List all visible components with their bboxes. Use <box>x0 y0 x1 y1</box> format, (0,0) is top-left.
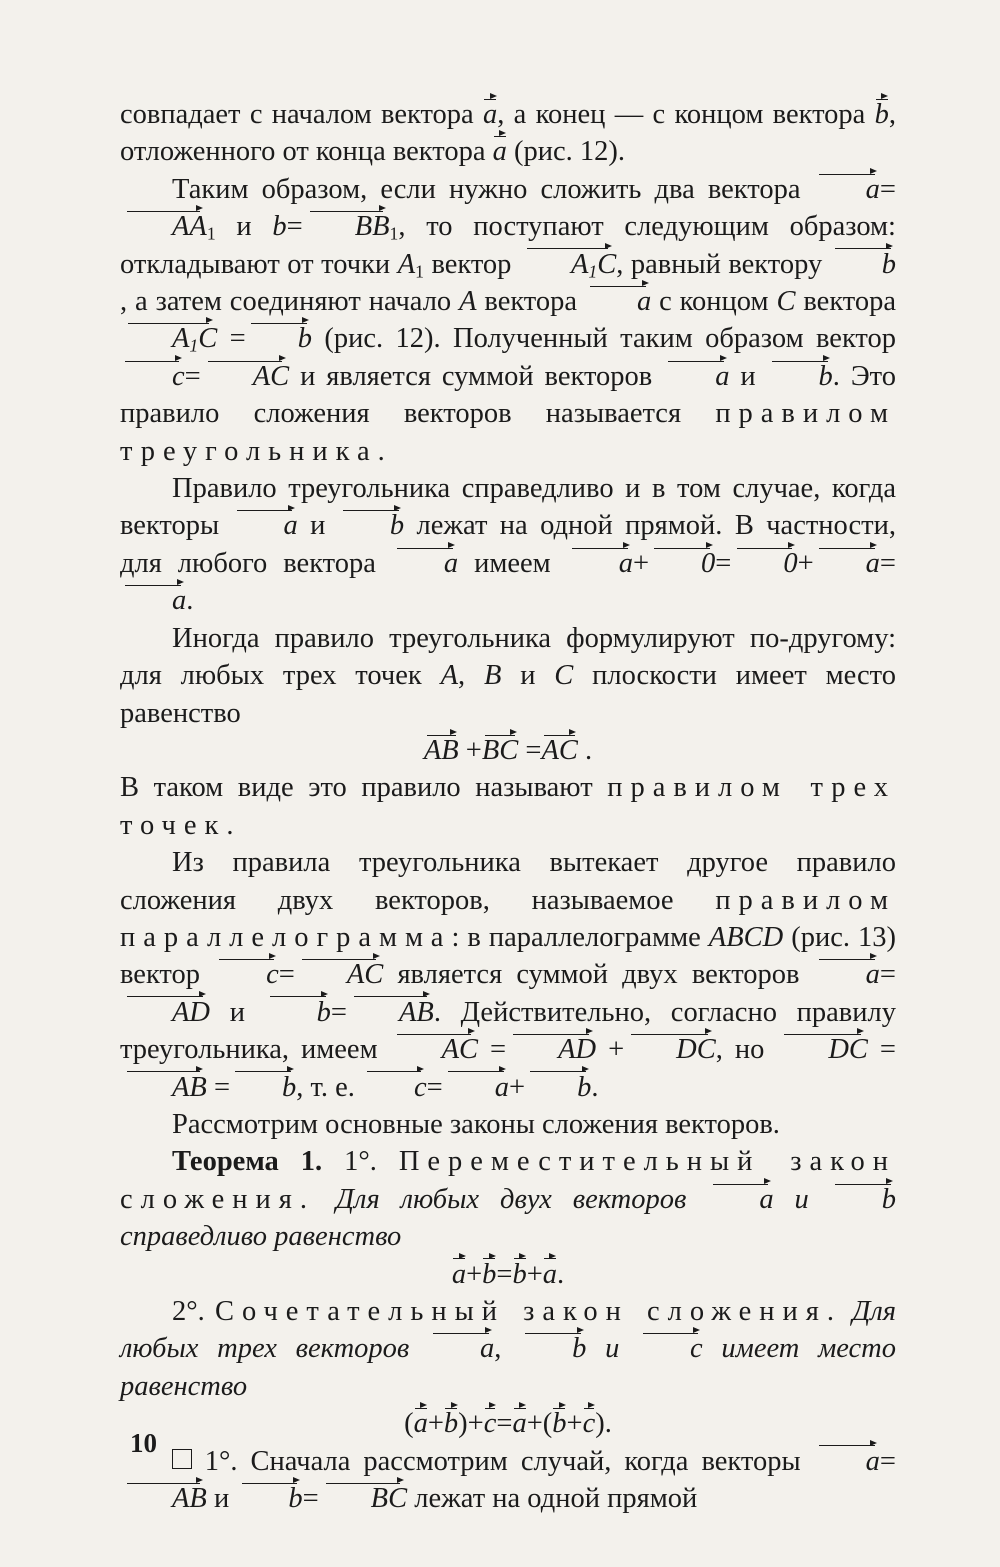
vector-b: b <box>767 363 833 392</box>
text: Иногда правило треугольника формулируют по-другому: для любых трех точек <box>120 622 896 692</box>
vector-a: a <box>814 176 880 205</box>
vector-AC: AC <box>201 363 289 392</box>
text: , а затем соединяют начало <box>120 286 460 318</box>
paragraph-2: Таким образом, если нужно сложить два вектора $a=AA_1$ и $b= BB_1$, то поступают следующим образом: откладывают от точки $A_1$ вектор $A_1C$, равный вектору b, а затем соединяют начало A вектора a с концом C вектора $A_1C = b$ (рис. 12). Полученный таким образом вектор c= AC и является суммой векторов a и b. Это правило сложения векторов называется правилом треугольника. <box>120 173 897 467</box>
text: вектор <box>423 248 519 280</box>
text: , а конец — с концом вектора <box>497 99 875 130</box>
spaced-term: правилом параллелограмма <box>120 884 896 953</box>
formula-three-points: AB +BC =AC . <box>423 734 593 766</box>
vector-A1C: $A_1C$ <box>120 325 217 354</box>
paragraph-5: В таком виде это правило называют правилом трех точек. <box>120 772 896 841</box>
formula-commutative: a+b=b+a. <box>451 1258 565 1290</box>
text: Правило треугольника справедливо и в том случае, когда векторы <box>120 473 896 542</box>
text: совпадает с началом вектора <box>120 99 483 130</box>
vector-b: b <box>246 325 312 354</box>
text: , но <box>715 1034 777 1066</box>
text: плоскости имеет место равенство <box>120 660 896 729</box>
vector-b: b <box>874 99 889 130</box>
proof-start: 1°. Сначала рассмотрим случай, когда векторы a=AB и b= BC лежат на одной прямой <box>120 1443 896 1518</box>
vector-a: a <box>567 550 633 579</box>
text: и <box>297 510 338 542</box>
text: 2°. <box>172 1296 215 1327</box>
text: является суммой двух векторов <box>383 959 814 991</box>
text: Для любых трех векторов <box>120 1296 897 1365</box>
text: , отложенного от конца вектора <box>120 99 896 168</box>
text: (рис. 13) вектор <box>120 921 896 991</box>
page-number: 10 <box>130 1428 157 1458</box>
vector-A1C: $A_1C$ <box>519 251 616 280</box>
vector-zero: 0 <box>731 550 797 579</box>
text: справедливо равенство <box>120 1221 402 1253</box>
paragraph-7: Рассмотрим основные законы сложения векторов. <box>172 1108 780 1140</box>
vector-BB1: BB <box>303 213 390 242</box>
text: 1°. <box>322 1146 399 1178</box>
text: лежат на одной прямой. В частности, для любого вектора <box>120 510 896 579</box>
text: лежат на одной прямой <box>407 1483 698 1515</box>
text: , то поступают следующим образом: откладывают от точки <box>120 211 896 280</box>
vector-a: a <box>585 288 651 317</box>
spaced-term: Сочетательный закон сложения. <box>215 1296 842 1327</box>
text: Таким образом, если нужно сложить два вектора <box>172 173 814 205</box>
text: , равный вектору <box>616 248 830 280</box>
paragraph-4: Иногда правило треугольника формулируют по-другому: для любых трех точек A, B и C плоскости имеет место равенство <box>120 622 896 729</box>
vector-b: b <box>338 512 404 541</box>
proof-square-icon <box>172 1449 192 1469</box>
spaced-term: правилом треугольника <box>120 398 896 467</box>
text: вектора <box>476 286 585 318</box>
text: (рис. 12). Полученный таким образом вектор <box>311 323 896 355</box>
vector-a: a <box>392 550 458 579</box>
theorem-part-2: 2°. Сочетательный закон сложения. Для любых трех векторов a, b и c имеет место равенство <box>120 1296 897 1402</box>
vector-a: a <box>663 363 729 392</box>
spaced-term: Переместительный закон сложения. <box>120 1146 896 1215</box>
text: имеем <box>458 547 567 579</box>
text: . Действительно, согласно правилу треугольника, имеем <box>120 996 896 1066</box>
text: и является суммой векторов <box>289 360 664 392</box>
theorem-label: Теорема 1. <box>172 1146 323 1178</box>
formula-associative: (a+b)+c=a+(b+c). <box>404 1408 612 1440</box>
vector-a: a <box>120 587 186 616</box>
text: 1°. Сначала рассмотрим случай, когда векторы <box>191 1445 814 1477</box>
vector-a: a <box>482 99 498 130</box>
text: Из правила треугольника вытекает другое правило сложения двух векторов, называемое <box>120 847 896 916</box>
vector-b: b <box>830 251 896 280</box>
text-column <box>120 96 896 1517</box>
text: имеет место равенство <box>120 1333 897 1402</box>
theorem-1: Теорема 1. 1°. Переместительный закон сложения. Для любых двух векторов a и b справедливо равенство <box>120 1146 896 1253</box>
vector-c: c <box>120 363 185 392</box>
vector-a: a <box>814 550 880 579</box>
vector-AA1: AA <box>120 213 207 242</box>
vector-a: a <box>232 512 298 541</box>
paragraph-6: Из правила треугольника вытекает другое правило сложения двух векторов, называемое правилом параллелограмма: в параллелограмме ABCD (рис. 13) вектор c= AC является суммой двух векторов a=AD и b= AB. Действительно, согласно правилу треугольника, имеем AC = AD + DC, но DC =AB = b, т. е. c= a+ b. <box>120 847 896 1103</box>
text: и <box>215 211 273 243</box>
vector-a: a <box>492 136 507 168</box>
text: с концом <box>651 286 777 318</box>
text: , т. е. <box>296 1071 362 1103</box>
spaced-term: правилом трех точек <box>120 772 896 841</box>
text: и <box>729 360 767 392</box>
text: . Это правило сложения векторов называется <box>120 360 896 430</box>
paragraph-3: Правило треугольника справедливо и в том случае, когда векторы a и b лежат на одной прямой. В частности, для любого вектора a имеем a+ 0= 0+ a=a. <box>120 473 896 617</box>
text: Для любых двух векторов <box>314 1183 708 1215</box>
text: вектора <box>795 286 897 318</box>
text: В таком виде это правило называют <box>120 772 608 804</box>
vector-zero: 0 <box>649 550 715 579</box>
paragraph-1 <box>120 96 896 171</box>
text: (рис. 12). <box>506 136 625 168</box>
text: : в параллелограмме <box>451 921 709 953</box>
